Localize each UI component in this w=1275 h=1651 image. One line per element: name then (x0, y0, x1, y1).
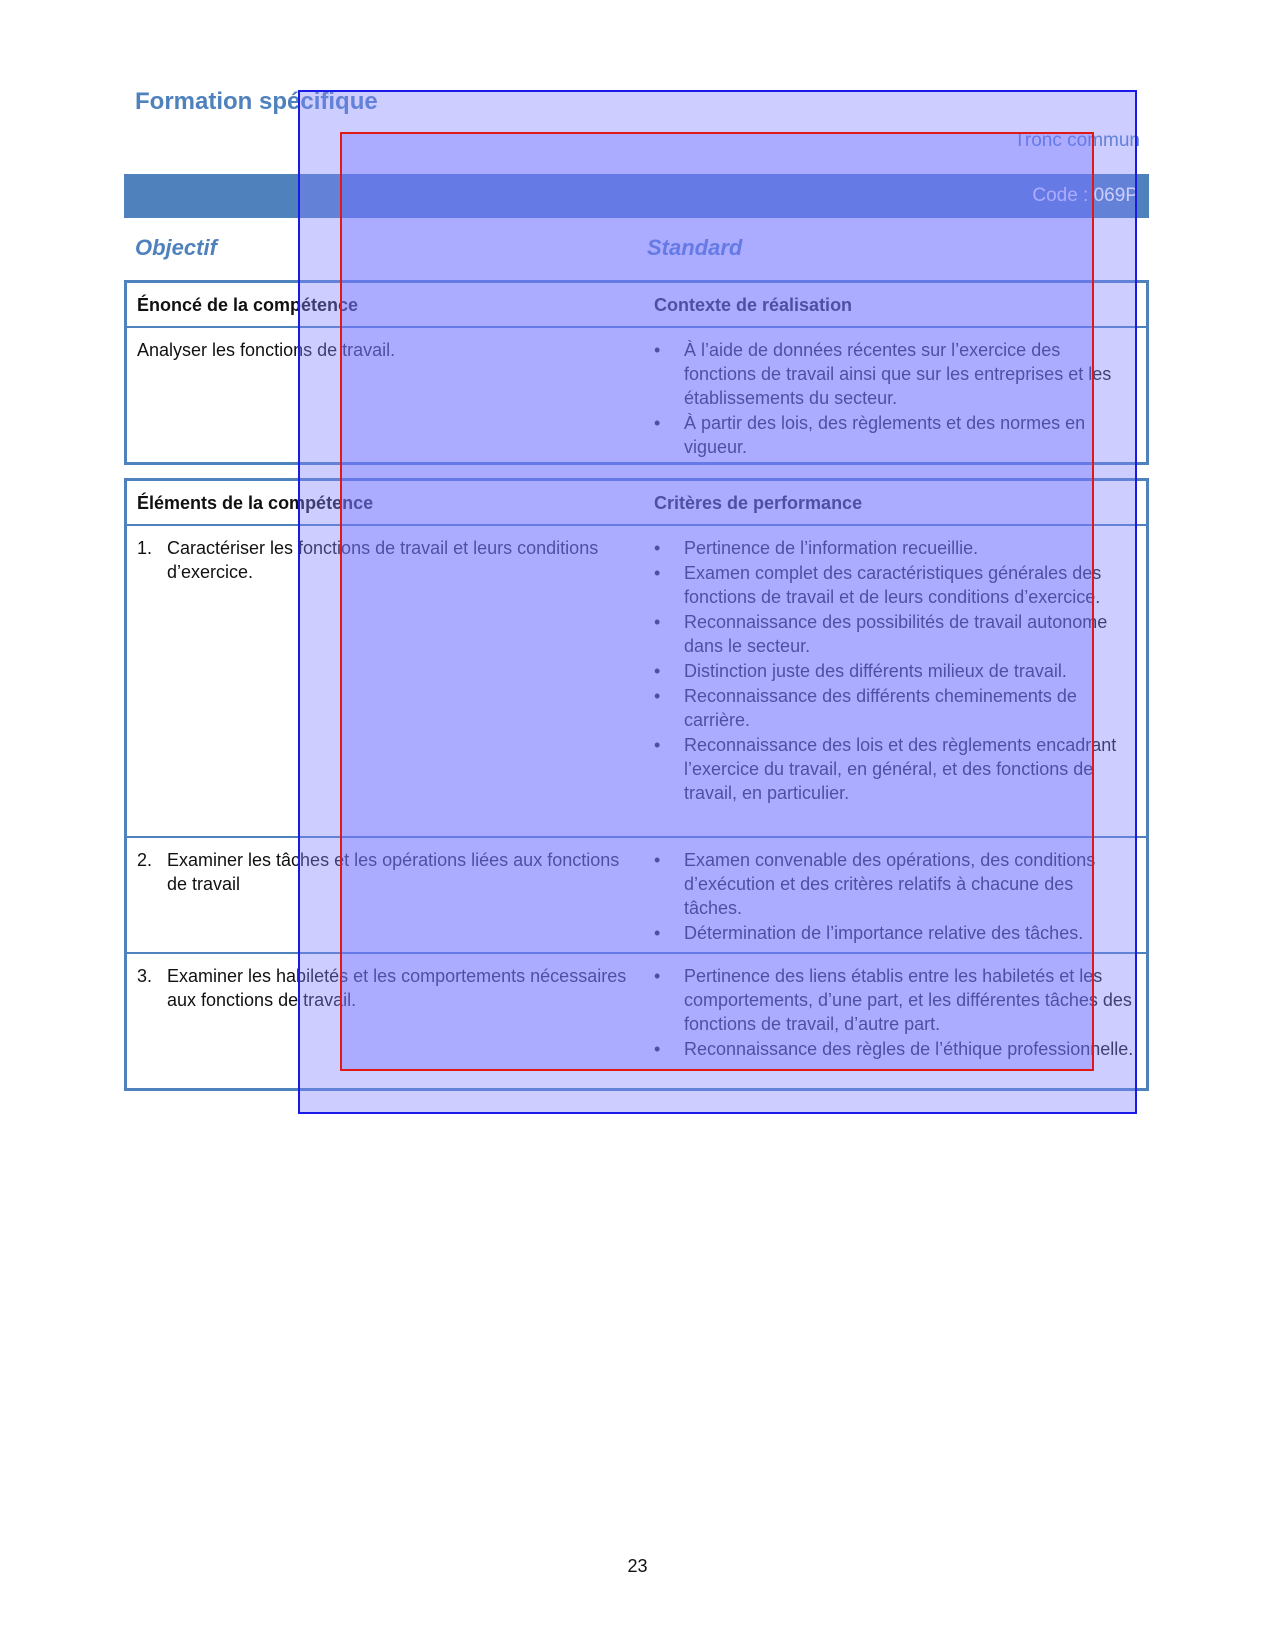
page-subtitle: Tronc commun (1014, 130, 1140, 151)
list-item: • À l’aide de données récentes sur l’exercice des fonctions de travail ainsi que sur les entreprises et les établissements du secteur. (654, 338, 1136, 410)
list-item: • À partir des lois, des règlements et des normes en vigueur. (654, 411, 1136, 459)
competence-right-header: Contexte de réalisation (654, 295, 853, 315)
list-item: • Pertinence des liens établis entre les habiletés et les comportements, d’une part, et les différentes tâches des fonctions de travail, d’autre part. (654, 964, 1136, 1036)
element-number: 1. (137, 538, 153, 558)
program-code: Code : 069P (1032, 185, 1138, 206)
competence-left-header: Énoncé de la compétence (137, 295, 359, 315)
list-item: • Reconnaissance des règles de l’éthique professionnelle. (654, 1037, 1136, 1061)
section-standard: Standard (647, 235, 743, 260)
element-number: 2. (137, 850, 153, 870)
list-item: • Reconnaissance des différents cheminements de carrière. (654, 684, 1136, 732)
element-text: Caractériser les fonctions de travail et leurs conditions d’exercice. (167, 538, 599, 582)
list-item: • Examen convenable des opérations, des conditions d’exécution et des critères relatifs à chacune des tâches. (654, 848, 1136, 920)
list-item: • Examen complet des caractéristiques générales des fonctions de travail et de leurs conditions d’exercice. (654, 561, 1136, 609)
element-text: Examiner les tâches et les opérations liées aux fonctions de travail (167, 850, 620, 894)
competence-statement: Analyser les fonctions de travail. (137, 340, 396, 360)
page-number: 23 (627, 1556, 648, 1576)
list-item: • Distinction juste des différents milieux de travail. (654, 659, 1136, 683)
section-objectif: Objectif (135, 235, 217, 260)
elements-right-header: Critères de performance (654, 493, 863, 513)
elements-left-header: Éléments de la compétence (137, 493, 374, 513)
list-item: • Pertinence de l’information recueillie. (654, 536, 1136, 560)
highlight-overlay-inner (340, 132, 1094, 1071)
list-item: • Reconnaissance des possibilités de travail autonome dans le secteur. (654, 610, 1136, 658)
element-text: Examiner les habiletés et les comportements nécessaires aux fonctions de travail. (167, 966, 627, 1010)
list-item: • Reconnaissance des lois et des règlements encadrant l’exercice du travail, en général, et des fonctions de travail, en particulier. (654, 733, 1136, 805)
page-title: Formation spécifique (135, 88, 378, 115)
list-item: • Détermination de l’importance relative des tâches. (654, 921, 1136, 945)
element-number: 3. (137, 966, 153, 986)
